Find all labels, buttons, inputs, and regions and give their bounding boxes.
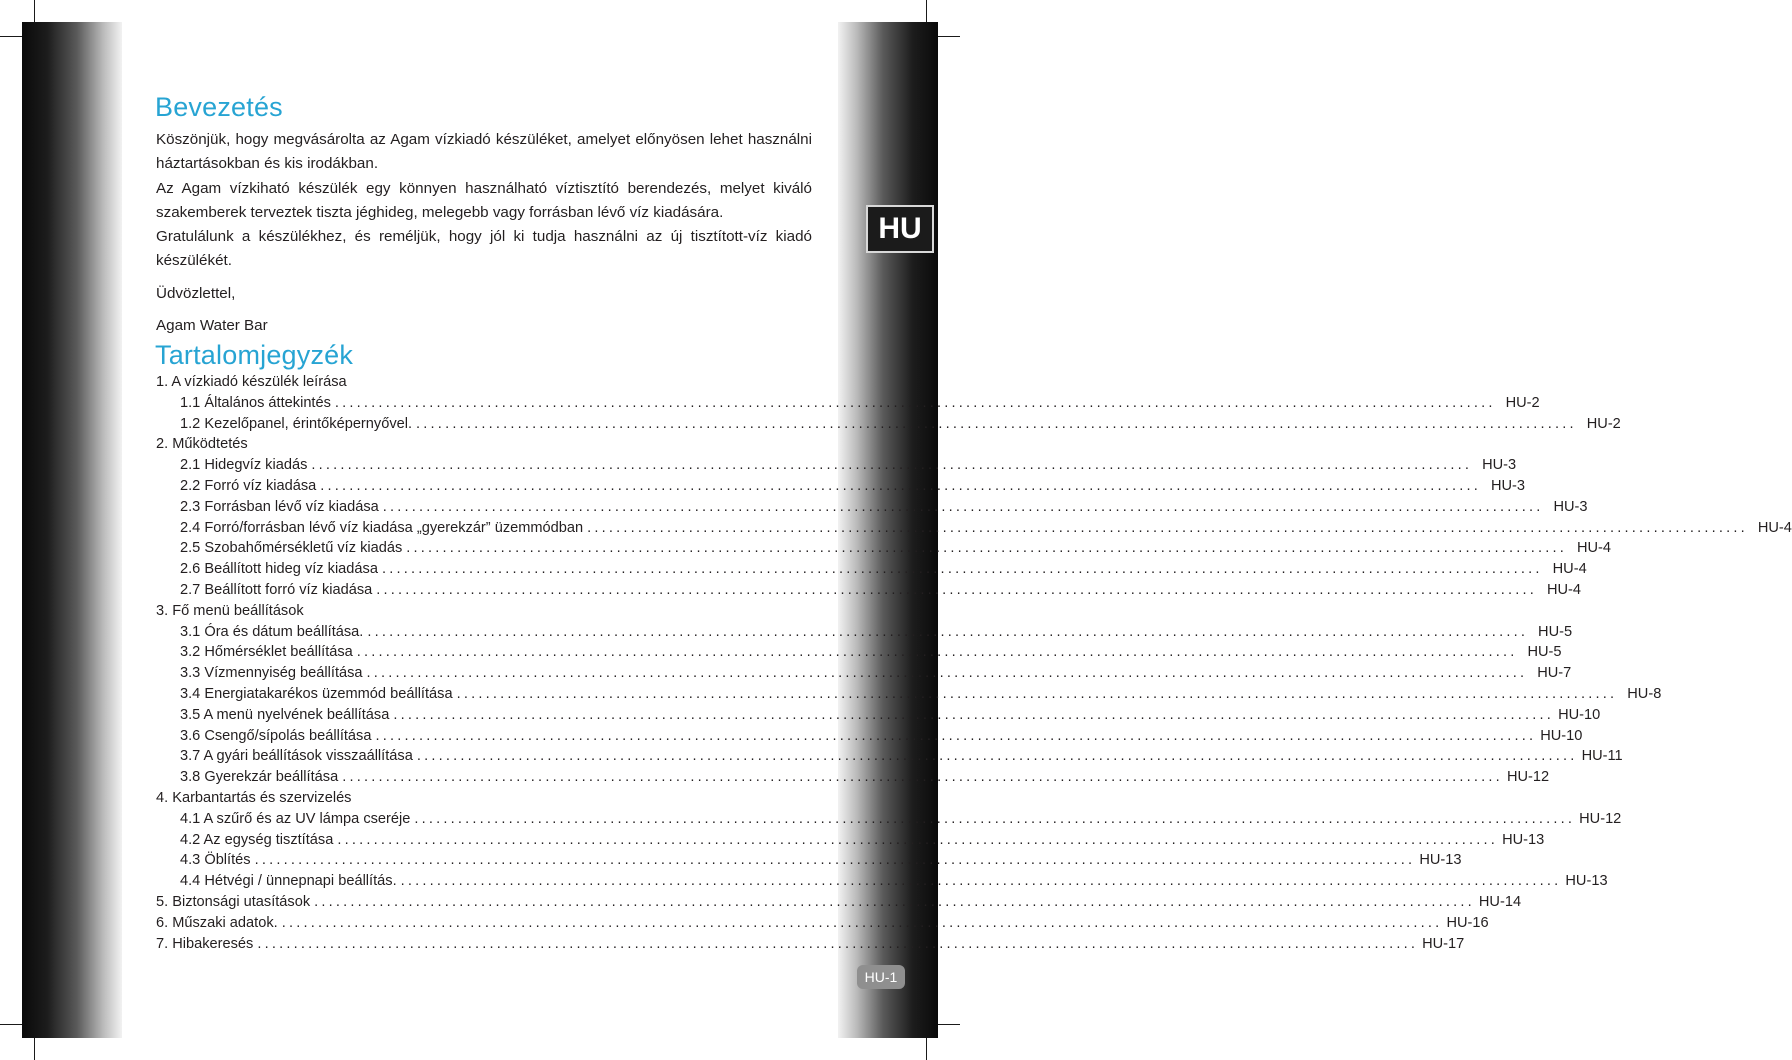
toc-leader-dots: ................................................................................................................................................................ (416, 748, 1578, 765)
toc-entry-page: HU-11 (1581, 748, 1623, 765)
toc-entry-title: 3.5 A menü nyelvének beállítása (180, 706, 390, 723)
left-margin-band (22, 22, 122, 1038)
toc-entry-title: 3.3 Vízmennyiség beállítása (180, 665, 363, 682)
toc-entry-title: 3.7 A gyári beállítások visszaállítása (180, 748, 413, 765)
toc-entry (156, 538, 1612, 559)
toc-leader-dots: ................................................................................................................................................................ (587, 519, 1748, 536)
toc-entry (156, 871, 1608, 892)
intro-paragraph-2: Az Agam vízkiható készülék egy könnyen használható víztisztító berendezés, melyet kiváló szakemberek terveztek tiszta jéghideg, melegebb vagy forrásban lévő víz kiadására. (156, 179, 812, 221)
toc-leader-dots: ................................................................................................................................................................ (375, 727, 1537, 744)
toc-entry (156, 913, 1489, 934)
intro-greeting: Üdvözlettel, (156, 284, 236, 302)
toc-entry-title: 4.3 Öblítés (180, 852, 251, 869)
toc-entry-title: 4. Karbantartás és szervizelés (156, 789, 352, 806)
toc-entry (156, 663, 1572, 684)
intro-paragraph-3: Gratulálunk a készülékhez, és reméljük, hogy jól ki tudja használni az új tisztított-víz kiadó készülékét. (156, 228, 812, 270)
toc-entry-title: 3. Fő menü beállítások (156, 602, 304, 619)
toc-leader-dots: ................................................................................................................................................................ (311, 457, 1473, 474)
intro-heading: Bevezetés (155, 92, 283, 122)
toc-leader-dots: ................................................................................................................................................................ (356, 644, 1518, 661)
toc-leader-dots: ................................................................................................................................................................ (456, 685, 1618, 702)
toc-entry (156, 393, 1540, 414)
toc-entry-page: HU-17 (1422, 935, 1465, 952)
toc-entry (156, 850, 1462, 871)
toc-entry (156, 622, 1573, 643)
toc-entry (156, 434, 800, 455)
toc-entry-page: HU-13 (1502, 831, 1545, 848)
toc-entry-page: HU-5 (1538, 623, 1573, 640)
toc-entry-page: HU-4 (1757, 519, 1792, 536)
toc-entry (156, 705, 1601, 726)
toc-entry (156, 559, 1587, 580)
toc-entry-title: 4.4 Hétvégi / ünnepnapi beállítás. (180, 873, 397, 890)
language-tab: HU (866, 205, 934, 253)
toc-leader-dots: ................................................................................................................................................................ (366, 665, 1528, 682)
toc-leader-dots: ................................................................................................................................................................ (314, 893, 1475, 910)
toc-entry-title: 3.6 Csengő/sípolás beállítása (180, 727, 372, 744)
intro-paragraph-1: Köszönjük, hogy megvásárolta az Agam vízkiadó készüléket, amelyet előnyösen lehet használni háztartásokban és kis irodákban. (156, 131, 812, 173)
toc-entry (156, 518, 1792, 539)
toc-entry-page: HU-3 (1482, 457, 1517, 474)
crop-mark-bottom-right-v (926, 1038, 927, 1060)
toc-leader-dots: ................................................................................................................................................................ (281, 914, 1443, 931)
toc-entry (156, 497, 1588, 518)
toc-entry-page: HU-14 (1478, 893, 1522, 910)
toc-entry-title: 6. Műszaki adatok. (156, 914, 278, 931)
toc-entry (156, 934, 1465, 955)
crop-mark-top-left-h (0, 36, 22, 37)
toc-leader-dots: ................................................................................................................................................................ (337, 831, 1499, 848)
toc-leader-dots: ................................................................................................................................................................ (334, 394, 1496, 411)
toc-entry-title: 1. A vízkiadó készülék leírása (156, 374, 347, 390)
toc-entry-title: 3.2 Hőmérséklet beállítása (180, 644, 353, 661)
toc-leader-dots: ................................................................................................................................................................ (406, 540, 1568, 557)
toc-leader-dots: ................................................................................................................................................................ (393, 706, 1555, 723)
toc-entry-page: HU-7 (1537, 665, 1572, 682)
toc-entry-page: HU-4 (1552, 561, 1587, 578)
toc-entry-page: HU-16 (1446, 914, 1489, 931)
toc-entry-title: 2.1 Hidegvíz kiadás (180, 457, 308, 474)
toc-entry-page: HU-10 (1540, 727, 1583, 744)
toc-leader-dots: ................................................................................................................................................................ (376, 581, 1537, 598)
toc-entry-page: HU-10 (1558, 706, 1601, 723)
toc-entry-page: HU-13 (1419, 852, 1462, 869)
toc-entry-page: HU-13 (1565, 873, 1608, 890)
intro-section (156, 128, 812, 338)
toc-leader-dots: ................................................................................................................................................................ (400, 873, 1562, 890)
toc-entry (156, 830, 1545, 851)
toc-entry-page: HU-8 (1627, 685, 1662, 702)
toc-entry-title: 2.6 Beállított hideg víz kiadása (180, 561, 378, 578)
toc-entry (156, 767, 1550, 788)
crop-mark-bottom-right-h (938, 1024, 960, 1025)
toc-entry-page: HU-12 (1506, 769, 1550, 786)
toc-entry-title: 7. Hibakeresés (156, 935, 254, 952)
toc-entry (156, 684, 1662, 705)
toc-leader-dots: ................................................................................................................................................................ (342, 769, 1503, 786)
table-of-contents (156, 372, 1792, 954)
toc-entry-title: 2.2 Forró víz kiadása (180, 477, 317, 494)
toc-entry-title: 2.7 Beállított forró víz kiadása (180, 581, 373, 598)
toc-entry (156, 746, 1623, 767)
page-number-badge: HU-1 (857, 965, 905, 989)
toc-leader-dots: ................................................................................................................................................................ (382, 498, 1544, 515)
toc-leader-dots: ................................................................................................................................................................ (416, 415, 1577, 432)
toc-leader-dots: ................................................................................................................................................................ (414, 810, 1576, 827)
toc-entry-title: 1.1 Általános áttekintés (180, 394, 331, 411)
toc-entry (156, 892, 1522, 913)
toc-entry-page: HU-4 (1546, 581, 1581, 598)
crop-mark-bottom-left-h (0, 1024, 22, 1025)
toc-entry (156, 726, 1583, 747)
toc-entry-title: 3.8 Gyerekzár beállítása (180, 769, 339, 786)
toc-leader-dots: ................................................................................................................................................................ (257, 935, 1419, 952)
toc-entry-page: HU-2 (1586, 415, 1621, 432)
toc-entry (156, 476, 1526, 497)
toc-entry-title: 2.3 Forrásban lévő víz kiadása (180, 498, 379, 515)
toc-entry (156, 809, 1622, 830)
toc-leader-dots: ................................................................................................................................................................ (320, 477, 1482, 494)
toc-entry-title: 2.5 Szobahőmérsékletű víz kiadás (180, 540, 403, 557)
toc-entry-page: HU-4 (1576, 540, 1612, 557)
toc-heading: Tartalomjegyzék (155, 340, 354, 370)
toc-entry (156, 580, 1581, 601)
crop-mark-top-right-h (938, 36, 960, 37)
toc-entry-page: HU-3 (1490, 477, 1526, 494)
toc-leader-dots: ................................................................................................................................................................ (367, 623, 1529, 640)
toc-entry (156, 414, 1621, 435)
toc-entry (156, 455, 1517, 476)
crop-mark-top-right-v (926, 0, 927, 22)
toc-entry-title: 2. Működtetés (156, 436, 248, 453)
toc-leader-dots: ................................................................................................................................................................ (381, 561, 1543, 578)
toc-entry-page: HU-12 (1579, 810, 1622, 827)
toc-entry-page: HU-2 (1505, 394, 1540, 411)
toc-entry-title: 2.4 Forró/forrásban lévő víz kiadása „gyerekzár” üzemmódban (180, 519, 584, 536)
toc-entry-title: 3.4 Energiatakarékos üzemmód beállítása (180, 685, 453, 702)
toc-entry (156, 788, 800, 809)
toc-entry-page: HU-3 (1553, 498, 1588, 515)
toc-entry-title: 3.1 Óra és dátum beállítása. (180, 623, 364, 640)
crop-mark-top-left-v (34, 0, 35, 22)
toc-entry (156, 372, 800, 393)
toc-entry-page: HU-5 (1527, 644, 1562, 661)
crop-mark-bottom-left-v (34, 1038, 35, 1060)
toc-entry (156, 601, 800, 622)
toc-entry-title: 4.1 A szűrő és az UV lámpa cseréje (180, 810, 411, 827)
toc-leader-dots: ................................................................................................................................................................ (254, 852, 1416, 869)
intro-signature: Agam Water Bar (156, 317, 268, 335)
toc-entry-title: 4.2 Az egység tisztítása (180, 831, 334, 848)
toc-entry (156, 642, 1562, 663)
toc-entry-title: 5. Biztonsági utasítások (156, 893, 311, 910)
toc-entry-title: 1.2 Kezelőpanel, érintőképernyővel. (180, 415, 413, 432)
